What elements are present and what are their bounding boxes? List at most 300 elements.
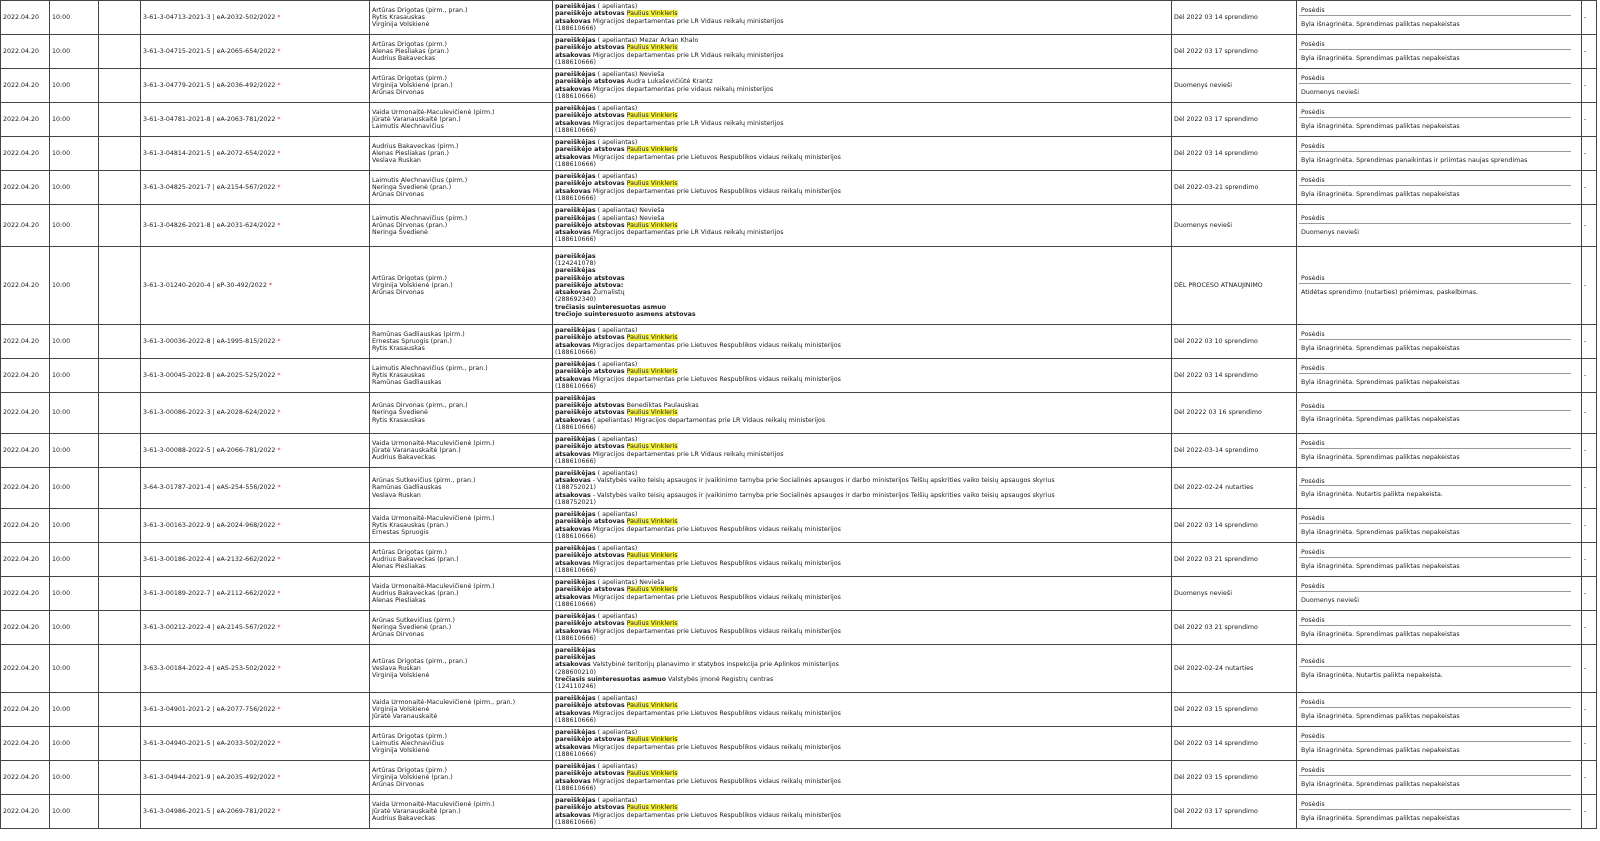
parties-cell xyxy=(553,727,1172,761)
party-detail: ( apeliantas) xyxy=(597,762,638,770)
empty-cell xyxy=(99,434,141,468)
table-row xyxy=(1,393,1597,434)
case-number-cell[interactable] xyxy=(141,434,370,468)
hearing-date: 2022.04.20 xyxy=(1,611,50,645)
party-line xyxy=(555,222,1169,229)
party-detail: Migracijos departamentas prie Lietuvos Respublikos vidaus reikalų ministerijos xyxy=(592,559,841,567)
party-role: trečiasis suinteresuotas asmuo xyxy=(555,303,667,311)
hearing-time: 10:00 xyxy=(50,543,99,577)
result-type: Posėdis xyxy=(1299,7,1571,15)
party-detail: ( apeliantas) Nevieša xyxy=(597,214,665,222)
hearing-time: 10:00 xyxy=(50,137,99,171)
judges-cell xyxy=(370,1,553,35)
party-detail: ( apeliantas) xyxy=(597,138,638,146)
judges-cell xyxy=(370,325,553,359)
case-number[interactable]: 3-64-3-01787-2021-4 | eAS-254-556/2022 xyxy=(143,484,276,492)
party-detail: (188610666) xyxy=(555,160,596,168)
judges-cell xyxy=(370,434,553,468)
judges-cell xyxy=(370,103,553,137)
party-line xyxy=(555,778,1169,785)
party-detail: ( apeliantas) Migracijos departamentas prie LR Vidaus reikalų ministerijos xyxy=(592,416,826,424)
case-number-cell[interactable] xyxy=(141,468,370,509)
parties-cell xyxy=(553,611,1172,645)
case-number[interactable]: 3-61-3-04715-2021-5 | eA-2065-654/2022 xyxy=(143,47,276,55)
party-role: pareiškėjo atstovas xyxy=(555,112,625,120)
case-subject: DĖL PROCESO ATNAUJINIMO xyxy=(1172,247,1297,325)
hearing-time: 10:00 xyxy=(50,69,99,103)
party-detail: ( apeliantas) xyxy=(597,2,638,10)
party-role: pareiškėjas xyxy=(555,138,596,146)
judges-cell xyxy=(370,69,553,103)
party-line xyxy=(555,267,1169,274)
result-cell xyxy=(1297,137,1582,171)
hearing-date: 2022.04.20 xyxy=(1,205,50,247)
party-line xyxy=(555,812,1169,819)
case-number[interactable]: 3-61-3-00186-2022-4 | eA-2132-662/2022 xyxy=(143,555,276,563)
hearing-time: 10:00 xyxy=(50,795,99,829)
party-detail: (124110246) xyxy=(555,683,596,691)
result-type: Posėdis xyxy=(1299,478,1571,486)
judges-cell xyxy=(370,693,553,727)
hearing-date: 2022.04.20 xyxy=(1,761,50,795)
party-detail: ( apeliantas) Nevieša xyxy=(597,578,665,586)
judge-name: Arūnas Dirvonas xyxy=(372,191,424,199)
party-detail: (188752021) xyxy=(555,498,596,506)
party-role: pareiškėjas xyxy=(555,728,596,736)
party-line xyxy=(555,484,1169,491)
party-role: pareiškėjo atstovas xyxy=(555,146,625,154)
party-role: pareiškėjas xyxy=(555,326,596,334)
judge-name: Virginija Volskienė xyxy=(372,21,430,29)
required-star-icon: * xyxy=(277,446,281,454)
table-row xyxy=(1,359,1597,393)
party-role: pareiškėjo atstovas xyxy=(555,586,625,594)
case-number[interactable]: 3-61-3-00045-2022-8 | eA-2025-525/2022 xyxy=(143,371,276,379)
hearing-date: 2022.04.20 xyxy=(1,247,50,325)
party-detail: (288600210) xyxy=(555,668,596,676)
party-line xyxy=(555,289,1169,296)
party-line xyxy=(555,470,1169,477)
result-type: Posėdis xyxy=(1299,403,1571,411)
party-role: pareiškėjas xyxy=(555,469,596,477)
party-role: pareiškėjas xyxy=(555,796,596,804)
case-number-cell[interactable] xyxy=(141,1,370,35)
case-number-cell[interactable] xyxy=(141,35,370,69)
result-type: Posėdis xyxy=(1299,733,1571,741)
case-number[interactable]: 3-61-3-00086-2022-3 | eA-2028-624/2022 xyxy=(143,409,276,417)
party-line xyxy=(555,451,1169,458)
judge-name: Rytis Krasauskas (pran.) xyxy=(372,521,449,529)
result-cell xyxy=(1297,35,1582,69)
judges-cell xyxy=(370,761,553,795)
parties-cell xyxy=(553,543,1172,577)
party-role: atsakovas xyxy=(555,525,591,533)
party-line xyxy=(555,710,1169,717)
case-number-cell[interactable] xyxy=(141,393,370,434)
table-row xyxy=(1,325,1597,359)
hearing-time: 10:00 xyxy=(50,509,99,543)
party-line xyxy=(555,661,1169,668)
party-detail: Valstybinė teritorijų planavimo ir statybos inspekcija prie Aplinkos ministerijos xyxy=(592,661,839,669)
result-type: Posėdis xyxy=(1299,143,1571,151)
judge-name: Neringa Švedienė (pran.) xyxy=(372,183,452,191)
judges-cell xyxy=(370,577,553,611)
case-subject: Dėl 2022 03 10 sprendimo xyxy=(1172,325,1297,359)
empty-cell xyxy=(99,761,141,795)
case-number-cell[interactable] xyxy=(141,795,370,829)
party-line xyxy=(555,10,1169,17)
case-number[interactable]: 3-61-3-00189-2022-7 | eA-2112-662/2022 xyxy=(143,589,276,597)
required-star-icon: * xyxy=(268,281,272,289)
hearing-date: 2022.04.20 xyxy=(1,1,50,35)
party-detail: (188610666) xyxy=(555,784,596,792)
party-detail: (188610666) xyxy=(555,126,596,134)
hearing-date: 2022.04.20 xyxy=(1,509,50,543)
required-star-icon: * xyxy=(277,371,281,379)
result-type: Posėdis xyxy=(1299,109,1571,117)
judge-name: Audrius Bakaveckas (pirm.) xyxy=(372,142,459,150)
party-role: atsakovas xyxy=(555,289,591,297)
trailing-marker: - xyxy=(1582,468,1597,509)
result-text: Byla išnagrinėta. Sprendimas paliktas nepakeistas xyxy=(1301,416,1460,423)
party-role: atsakovas xyxy=(555,743,591,751)
table-row xyxy=(1,577,1597,611)
hearing-date: 2022.04.20 xyxy=(1,35,50,69)
result-text: Byla išnagrinėta. Sprendimas paliktas nepakeistas xyxy=(1301,453,1460,461)
result-cell xyxy=(1297,577,1582,611)
trailing-marker: - xyxy=(1582,795,1597,829)
table-row xyxy=(1,137,1597,171)
party-role: atsakovas xyxy=(555,119,591,127)
case-number[interactable]: 3-61-3-04713-2021-3 | eA-2032-502/2022 xyxy=(143,13,276,21)
case-number[interactable]: 3-61-3-00036-2022-8 | eA-1995-815/2022 xyxy=(143,337,276,345)
empty-cell xyxy=(99,137,141,171)
case-number[interactable]: 3-63-3-00184-2022-4 | eAS-253-502/2022 xyxy=(143,664,276,672)
case-number-cell[interactable] xyxy=(141,171,370,205)
result-text: Byla išnagrinėta. Sprendimas paliktas nepakeistas xyxy=(1301,780,1460,788)
party-line xyxy=(555,744,1169,751)
party-role: pareiškėjas xyxy=(555,267,596,275)
judges-cell xyxy=(370,171,553,205)
party-role: atsakovas xyxy=(555,51,591,59)
case-number[interactable]: 3-61-3-04986-2021-5 | eA-2069-781/2022 xyxy=(143,807,276,815)
judge-name: Arūnas Dirvonas xyxy=(372,631,424,639)
party-detail: ( apeliantas) xyxy=(597,544,638,552)
table-row xyxy=(1,611,1597,645)
judge-name: Rytis Krasauskas xyxy=(372,13,425,21)
party-line xyxy=(555,477,1169,484)
case-subject: Duomenys nevieši xyxy=(1172,577,1297,611)
result-type: Posėdis xyxy=(1299,699,1571,707)
judge-name: Jūratė Varanauskaitė xyxy=(372,713,438,721)
party-detail: (188610666) xyxy=(555,532,596,540)
result-type: Posėdis xyxy=(1299,275,1571,283)
judge-name: Virginija Volskienė xyxy=(372,747,430,755)
party-detail: Migracijos departamentas prie Lietuvos Respublikos vidaus reikalų ministerijos xyxy=(592,525,841,533)
table-row xyxy=(1,727,1597,761)
result-type: Posėdis xyxy=(1299,658,1571,666)
party-detail: Valstybės įmonė Registrų centras xyxy=(668,675,774,683)
party-name-highlight: Paulius Vinkleris xyxy=(626,221,678,229)
required-star-icon: * xyxy=(277,337,281,345)
party-role: pareiškėjas xyxy=(555,762,596,770)
case-number[interactable]: 3-61-3-00163-2022-9 | eA-2024-968/2022 xyxy=(143,521,276,529)
party-line xyxy=(555,311,1169,318)
party-role: pareiškėjas xyxy=(555,544,596,552)
result-cell xyxy=(1297,1,1582,35)
party-line xyxy=(555,736,1169,743)
party-name-highlight: Paulius Vinkleris xyxy=(626,146,678,154)
result-text: Byla išnagrinėta. Sprendimas paliktas nepakeistas xyxy=(1301,190,1460,198)
party-line xyxy=(555,120,1169,127)
party-line xyxy=(555,195,1169,202)
judges-cell xyxy=(370,645,553,693)
judge-name: Virginija Volskienė xyxy=(372,672,430,680)
result-type: Posėdis xyxy=(1299,515,1571,523)
party-name-highlight: Paulius Vinkleris xyxy=(626,586,678,594)
hearing-date: 2022.04.20 xyxy=(1,171,50,205)
party-line xyxy=(555,635,1169,642)
party-name-highlight: Paulius Vinkleris xyxy=(626,443,678,451)
judge-name: Jūratė Varanauskaitė (pran.) xyxy=(372,446,461,454)
case-number-cell[interactable] xyxy=(141,103,370,137)
case-number-cell[interactable] xyxy=(141,645,370,693)
case-number-cell[interactable] xyxy=(141,137,370,171)
result-text: Byla išnagrinėta. Sprendimas paliktas nepakeistas xyxy=(1301,712,1460,720)
judges-cell xyxy=(370,727,553,761)
party-role: atsakovas xyxy=(555,709,591,717)
parties-cell xyxy=(553,69,1172,103)
party-name-highlight: Paulius Vinkleris xyxy=(626,112,678,120)
party-role: pareiškėjas xyxy=(555,653,596,661)
judge-name: Vaida Urmonaitė-Maculevičienė (pirm.) xyxy=(372,514,495,522)
judge-name: Laimutis Alechnavičius xyxy=(372,123,444,131)
case-number-cell[interactable] xyxy=(141,325,370,359)
case-number[interactable]: 3-61-3-04779-2021-5 | eA-2036-492/2022 xyxy=(143,81,276,89)
empty-cell xyxy=(99,645,141,693)
case-number[interactable]: 3-61-3-04944-2021-9 | eA-2035-492/2022 xyxy=(143,773,276,781)
party-line xyxy=(555,93,1169,100)
trailing-marker: - xyxy=(1582,761,1597,795)
empty-cell xyxy=(99,69,141,103)
case-number[interactable]: 3-61-3-04781-2021-8 | eA-2063-781/2022 xyxy=(143,115,276,123)
required-star-icon: * xyxy=(277,773,281,781)
table-row xyxy=(1,693,1597,727)
case-number-cell[interactable] xyxy=(141,543,370,577)
result-text: Duomenys nevieši xyxy=(1301,88,1359,96)
required-star-icon: * xyxy=(277,13,281,21)
result-cell xyxy=(1297,359,1582,393)
case-number-cell[interactable] xyxy=(141,727,370,761)
empty-cell xyxy=(99,795,141,829)
case-number[interactable]: 3-61-3-04826-2021-8 | eA-2031-624/2022 xyxy=(143,221,276,229)
case-number-cell[interactable] xyxy=(141,693,370,727)
case-number[interactable]: 3-61-3-00088-2022-5 | eA-2066-781/2022 xyxy=(143,446,276,454)
party-detail: Migracijos departamentas prie Lietuvos Respublikos vidaus reikalų ministerijos xyxy=(592,187,841,195)
party-line xyxy=(555,383,1169,390)
table-row xyxy=(1,35,1597,69)
party-line xyxy=(555,409,1169,416)
party-line xyxy=(555,52,1169,59)
case-number-cell[interactable] xyxy=(141,761,370,795)
party-name-highlight: Paulius Vinkleris xyxy=(626,620,678,628)
party-detail: (188610666) xyxy=(555,818,596,826)
result-type: Posėdis xyxy=(1299,177,1571,185)
result-type: Posėdis xyxy=(1299,41,1571,49)
required-star-icon: * xyxy=(277,47,281,55)
trailing-marker: - xyxy=(1582,69,1597,103)
result-type: Posėdis xyxy=(1299,365,1571,373)
case-subject: Dėl 2022 03 14 sprendimo xyxy=(1172,509,1297,543)
result-cell xyxy=(1297,434,1582,468)
party-role: atsakovas xyxy=(555,450,591,458)
case-number-cell[interactable] xyxy=(141,611,370,645)
party-line xyxy=(555,424,1169,431)
judge-name: Artūras Drigotas (pirm.) xyxy=(372,74,448,82)
case-number[interactable]: 3-61-3-04814-2021-5 | eA-2072-654/2022 xyxy=(143,149,276,157)
required-star-icon: * xyxy=(277,115,281,123)
judge-name: Veslava Ruskan xyxy=(372,157,421,165)
empty-cell xyxy=(99,247,141,325)
result-cell xyxy=(1297,543,1582,577)
party-detail: (188610666) xyxy=(555,600,596,608)
required-star-icon: * xyxy=(277,81,281,89)
hearing-date: 2022.04.20 xyxy=(1,434,50,468)
party-detail: Migracijos departamentas prie Lietuvos Respublikos vidaus reikalų ministerijos xyxy=(592,777,841,785)
hearing-time: 10:00 xyxy=(50,645,99,693)
party-line xyxy=(555,552,1169,559)
result-cell xyxy=(1297,247,1582,325)
result-type: Posėdis xyxy=(1299,549,1571,557)
case-number-cell[interactable] xyxy=(141,359,370,393)
result-cell xyxy=(1297,727,1582,761)
case-number[interactable]: 3-61-3-04901-2021-2 | eA-2077-756/2022 xyxy=(143,705,276,713)
party-name-highlight: Paulius Vinkleris xyxy=(626,804,678,812)
case-number[interactable]: 3-61-3-01240-2020-4 | eP-30-492/2022 xyxy=(143,281,267,289)
judge-name: Audrius Bakaveckas (pran.) xyxy=(372,555,459,563)
case-number-cell[interactable] xyxy=(141,205,370,247)
parties-cell xyxy=(553,103,1172,137)
judge-name: Veslava Ruskan xyxy=(372,491,421,499)
case-number-cell[interactable] xyxy=(141,247,370,325)
case-number[interactable]: 3-61-3-04825-2021-7 | eA-2154-567/2022 xyxy=(143,183,276,191)
judges-cell xyxy=(370,795,553,829)
table-row xyxy=(1,434,1597,468)
trailing-marker: - xyxy=(1582,509,1597,543)
judge-name: Arūnas Dirvonas xyxy=(372,89,424,97)
required-star-icon: * xyxy=(277,409,281,417)
party-line xyxy=(555,770,1169,777)
result-text: Byla išnagrinėta. Sprendimas paliktas nepakeistas xyxy=(1301,528,1460,536)
empty-cell xyxy=(99,693,141,727)
empty-cell xyxy=(99,727,141,761)
judge-name: Laimutis Alechnavičius xyxy=(372,739,444,747)
required-star-icon: * xyxy=(277,149,281,157)
party-role: pareiškėjo atstovas xyxy=(555,736,625,744)
result-text: Byla išnagrinėta. Sprendimas panaikintas ir priimtas naujas sprendimas xyxy=(1301,156,1528,164)
party-role: pareiškėjas xyxy=(555,70,596,78)
party-role: pareiškėjo atstovas xyxy=(555,770,625,778)
judge-name: Artūras Drigotas (pirm.) xyxy=(372,548,448,556)
judge-name: Laimutis Alechnavičius (pirm.) xyxy=(372,176,468,184)
party-detail: ( apeliantas) Nevieša xyxy=(597,70,665,78)
case-number[interactable]: 3-61-3-00212-2022-4 | eA-2145-567/2022 xyxy=(143,623,276,631)
case-subject: Dėl 2022 03 17 sprendimo xyxy=(1172,103,1297,137)
judge-name: Neringa Švedienė xyxy=(372,409,428,417)
case-number-cell[interactable] xyxy=(141,69,370,103)
empty-cell xyxy=(99,103,141,137)
hearing-date: 2022.04.20 xyxy=(1,543,50,577)
party-detail: ( apeliantas) Mezar Arkan Khalo xyxy=(597,36,699,44)
party-line xyxy=(555,127,1169,134)
party-detail: (188610666) xyxy=(555,236,596,244)
party-role: atsakovas xyxy=(555,375,591,383)
party-role: pareiškėjas xyxy=(555,207,596,215)
party-line xyxy=(555,59,1169,66)
hearing-time: 10:00 xyxy=(50,171,99,205)
case-number[interactable]: 3-61-3-04940-2021-5 | eA-2033-502/2022 xyxy=(143,739,276,747)
party-line xyxy=(555,676,1169,683)
required-star-icon: * xyxy=(277,521,281,529)
party-detail: Migracijos departamentas prie Lietuvos Respublikos vidaus reikalų ministerijos xyxy=(592,627,841,635)
party-role: pareiškėjo atstovas xyxy=(555,443,625,451)
party-detail: (188610666) xyxy=(555,566,596,574)
party-role: pareiškėjas xyxy=(555,510,596,518)
party-role: pareiškėjas xyxy=(555,172,596,180)
party-detail: (188752021) xyxy=(555,484,596,492)
hearing-date: 2022.04.20 xyxy=(1,359,50,393)
parties-cell xyxy=(553,205,1172,247)
party-detail: ( apeliantas) xyxy=(597,104,638,112)
party-detail: Migracijos departamentas prie Lietuvos Respublikos vidaus reikalų ministerijos xyxy=(592,153,841,161)
party-line xyxy=(555,207,1169,214)
party-detail: ( apeliantas) xyxy=(597,510,638,518)
party-detail: - Valstybės vaiko teisių apsaugos ir įvaikinimo tarnyba prie Socialinės apsaugos ir darbo ministerijos Telšių apskrities vaiko teisių apsaugos skyrius xyxy=(592,477,1055,485)
case-subject: Dėl 2022-02-24 nutarties xyxy=(1172,468,1297,509)
case-subject: Dėl 2022 03 21 sprendimo xyxy=(1172,543,1297,577)
trailing-marker: - xyxy=(1582,137,1597,171)
result-type: Posėdis xyxy=(1299,617,1571,625)
judges-cell xyxy=(370,35,553,69)
judge-name: Arūnas Dirvonas (pirm., pran.) xyxy=(372,402,468,410)
hearing-date: 2022.04.20 xyxy=(1,137,50,171)
judge-name: Neringa Švedienė (pran.) xyxy=(372,623,452,631)
result-cell xyxy=(1297,795,1582,829)
hearing-time: 10:00 xyxy=(50,468,99,509)
party-line xyxy=(555,78,1169,85)
case-number-cell[interactable] xyxy=(141,577,370,611)
table-row xyxy=(1,69,1597,103)
party-name-highlight: Paulius Vinkleris xyxy=(626,10,678,18)
party-name-highlight: Paulius Vinkleris xyxy=(626,552,678,560)
party-role: pareiškėjas xyxy=(555,694,596,702)
case-subject: Dėl 2022 03 17 sprendimo xyxy=(1172,795,1297,829)
party-detail: (188610666) xyxy=(555,634,596,642)
hearing-date: 2022.04.20 xyxy=(1,468,50,509)
parties-cell xyxy=(553,137,1172,171)
party-detail: Migracijos departamentas prie LR Vidaus reikalų ministerijos xyxy=(592,229,784,237)
party-line xyxy=(555,334,1169,341)
party-line xyxy=(555,628,1169,635)
party-line xyxy=(555,304,1169,311)
party-line xyxy=(555,188,1169,195)
party-role: pareiškėjo atstovas xyxy=(555,221,625,229)
party-detail: (188610666) xyxy=(555,92,596,100)
party-role: trečiasis suinteresuotas asmuo xyxy=(555,675,667,683)
empty-cell xyxy=(99,509,141,543)
case-number-cell[interactable] xyxy=(141,509,370,543)
hearing-date: 2022.04.20 xyxy=(1,577,50,611)
